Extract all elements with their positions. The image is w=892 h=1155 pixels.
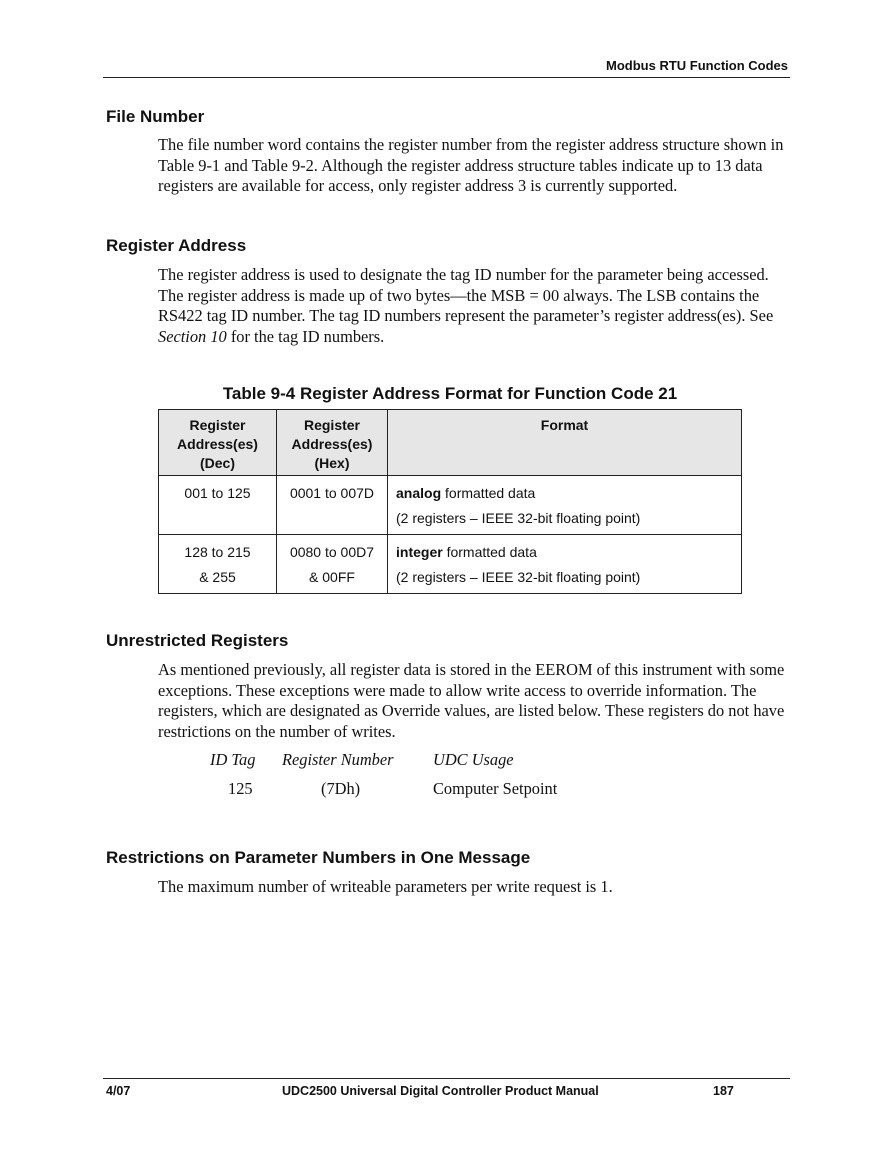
hex-line: & 00FF <box>309 569 355 585</box>
restrictions-paragraph: The maximum number of writeable parameters per write request is 1. <box>158 877 613 896</box>
table-header-row <box>159 410 742 476</box>
cell-hex <box>277 535 388 594</box>
register-format-table <box>158 409 742 594</box>
footer-date: 4/07 <box>106 1084 131 1098</box>
register-address-text-1: The register address is used to designate the tag ID number for the parameter being accessed. The register address is made up of two bytes—the MSB = 00 always. The LSB contains the RS422 tag ID number. The tag ID numbers represent the parameter’s register address(es). See <box>158 265 774 325</box>
udc-usage-value: Computer Setpoint <box>433 779 558 798</box>
format-line <box>396 540 739 565</box>
header-hex: Register Address(es) (Hex) <box>277 410 388 476</box>
heading-unrestricted-registers: Unrestricted Registers <box>106 631 289 650</box>
table-row <box>159 535 742 594</box>
col-head-register-number: Register Number <box>282 750 394 769</box>
hex-line: 0001 to 007D <box>289 485 375 501</box>
format-detail: (2 registers – IEEE 32-bit floating point) <box>396 510 641 526</box>
col-head-udc-usage: UDC Usage <box>433 750 514 769</box>
col-head-id-tag: ID Tag <box>210 750 256 769</box>
cell-format <box>388 476 742 535</box>
dec-line: 001 to 125 <box>184 485 251 501</box>
page-number: 187 <box>713 1084 734 1098</box>
register-address-text-2: for the tag ID numbers. <box>226 326 385 346</box>
file-number-paragraph: The file number word contains the register number from the register address structure shown in Table 9-1 and Table 9-2. Although the register address structure tables indicate up to 13 data registers are available for access, only register address 3 is currently supported. <box>158 135 784 195</box>
register-number-value: (7Dh) <box>321 779 361 798</box>
heading-restrictions: Restrictions on Parameter Numbers in One Message <box>106 848 531 867</box>
cell-hex <box>277 476 388 535</box>
header-dec: Register Address(es) (Dec) <box>159 410 277 476</box>
format-desc: formatted data <box>441 485 536 501</box>
heading-file-number: File Number <box>106 107 205 126</box>
cell-dec <box>159 535 277 594</box>
footer-rule <box>103 1078 790 1079</box>
unrestricted-paragraph: As mentioned previously, all register data is stored in the EEROM of this instrument with some exceptions. These exceptions were made to allow write access to override information. The registers, which are designated as Override values, are listed below. These registers do not have restrictions on the number of writes. <box>158 660 785 741</box>
heading-register-address: Register Address <box>106 236 247 255</box>
table-title: Table 9-4 Register Address Format for Function Code 21 <box>222 384 678 403</box>
header-rule <box>103 77 790 78</box>
footer-manual-title: UDC2500 Universal Digital Controller Product Manual <box>282 1084 599 1098</box>
dec-line: & 255 <box>199 569 236 585</box>
hex-line: 0080 to 00D7 <box>289 544 375 560</box>
section-reference: Section 10 <box>158 326 227 346</box>
format-type: integer <box>396 544 443 560</box>
format-desc: formatted data <box>442 544 537 560</box>
format-type: analog <box>396 485 442 501</box>
dec-line: 128 to 215 <box>184 544 251 560</box>
cell-dec <box>159 476 277 535</box>
format-detail: (2 registers – IEEE 32-bit floating point) <box>396 569 641 585</box>
header-format: Format <box>388 410 742 476</box>
format-line <box>396 481 739 506</box>
running-header: Modbus RTU Function Codes <box>606 58 788 73</box>
cell-format <box>388 535 742 594</box>
table-row <box>159 476 742 535</box>
id-tag-value: 125 <box>228 779 253 798</box>
register-address-paragraph <box>158 265 790 347</box>
